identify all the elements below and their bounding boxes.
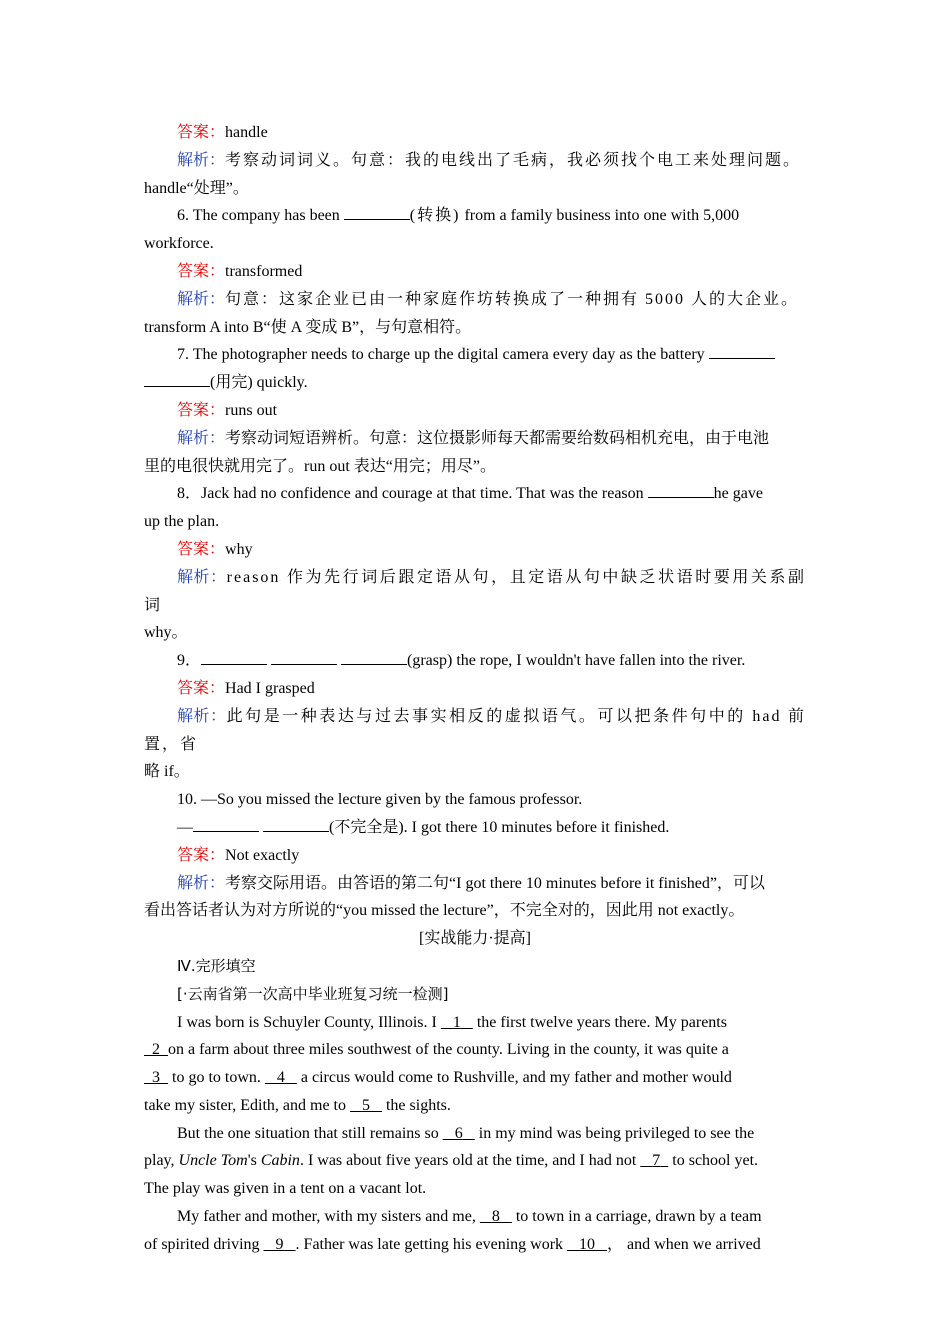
analysis-label: 解析： [177,290,226,308]
q6-text: 6. The company has been [177,207,344,225]
q5-analysis: 考察动词词义。句意：我的电线出了毛病，我必须找个电工来处理问题。 [225,151,802,169]
cloze-text: of spirited driving [144,1235,264,1253]
cloze-blank-7 [640,1152,668,1169]
answer-label: 答案： [177,262,226,280]
q8-answer-line [144,536,806,564]
cloze-blank-1 [441,1014,473,1031]
cloze-blank-2 [144,1041,168,1058]
q6-analysis: 句意：这家企业已由一种家庭作坊转换成了一种拥有 5000 人的大企业。 [225,290,800,308]
section-title: [实战能力·提高] [419,930,531,948]
q8-text-end: he gave [713,485,763,503]
analysis-label: 解析： [177,707,227,725]
q10-dash: — [177,818,193,836]
q6-blank [344,219,410,220]
q9-question [144,647,806,675]
q10-question: 10. —So you missed the lecture given by the famous professor. [177,791,583,809]
cloze-text: on a farm about three miles southwest of the county. Living in the county, it was quite a [168,1041,729,1059]
q10-analysis-line [144,870,806,898]
q10-answer: Not exactly [225,846,300,864]
cloze-text: I was born is Schuyler County, Illinois. I [177,1013,441,1031]
cloze-text: the first twelve years there. My parents [472,1013,727,1031]
q7-analysis-line2: 里的电很快就用完了。run out 表达“用完；用尽”。 [144,457,496,475]
blank-number: 3 [152,1069,160,1087]
q6-question [144,202,806,230]
play-title: Uncle Tom [178,1152,248,1170]
answer-label: 答案： [177,846,226,864]
q9-text: 9． [177,652,202,670]
q7-text-end: (用完) quickly. [210,374,308,392]
q8-blank [648,497,714,498]
q10-analysis: 考察交际用语。由答语的第二句“I got there 10 minutes before it finished”，可以 [225,874,765,892]
cloze-text: to school yet. [668,1152,759,1170]
analysis-label: 解析： [177,151,226,169]
blank-number: 10 [579,1235,596,1253]
cloze-line-3 [144,1064,806,1092]
q6-answer: transformed [225,262,303,280]
cloze-text: to go to town. [168,1069,265,1087]
cloze-text: My father and mother, with my sisters and me, [177,1208,480,1226]
blank-number: 4 [276,1069,285,1087]
cloze-text: take my sister, Edith, and me to [144,1096,350,1114]
cloze-text: a circus would come to Rushville, and my father and mother would [296,1069,732,1087]
q10-answer-line [144,842,806,870]
q7-answer-line [144,397,806,425]
answer-label: 答案： [177,124,226,141]
q6-text-end: from a family business into one with 5,000 [460,207,740,225]
q5-answer-line [144,119,806,147]
q9-analysis: 此句是一种表达与过去事实相反的虚拟语气。可以把条件句中的 had 前置，省 [144,707,806,753]
q8-text: 8．Jack had no confidence and courage at that time. That was the reason [177,485,648,503]
cloze-line-2 [144,1036,806,1064]
q9-analysis-line2: 略 if。 [144,763,190,781]
cloze-line-4 [144,1092,806,1120]
q9-blank-2 [271,664,337,665]
q7-analysis: 考察动词短语辨析。句意：这位摄影师每天都需要给数码相机充电，由于电池 [225,429,770,447]
cloze-text: . I was about five years old at the time, and I had not [299,1152,641,1170]
cloze-line-7: The play was given in a tent on a vacant lot. [144,1180,427,1198]
cloze-blank-3 [144,1069,168,1086]
q10-text-end: (不完全是). I got there 10 minutes before it finished. [329,818,670,836]
q7-question [144,341,806,369]
play-title-end: Cabin [256,1152,300,1170]
q7-text: 7. The photographer needs to charge up the digital camera every day as the battery [177,346,709,364]
q7-question-line2 [144,369,806,397]
play-title-possessive: 's [247,1152,257,1170]
q6-analysis-line [144,286,806,314]
q6-question-line2: workforce. [144,235,214,253]
cloze-blank-5 [350,1097,382,1114]
q7-blank-1 [709,358,775,359]
cloze-text: But the one situation that still remains so [177,1124,443,1142]
analysis-label: 解析： [177,568,227,586]
q9-text-end: (grasp) the rope, I wouldn't have fallen into the river. [407,652,746,670]
q5-analysis-line [144,147,806,175]
cloze-text: ， and when we arrived [607,1235,761,1253]
answer-label: 答案： [177,679,226,697]
blank-number: 8 [491,1208,500,1226]
q10-blank-1 [193,831,259,832]
cloze-text: . Father was late getting his evening work [295,1235,568,1253]
cloze-blank-9 [264,1236,296,1253]
q5-answer: handle [225,124,268,141]
blank-number: 6 [454,1124,463,1142]
cloze-text: to town in a carriage, drawn by a team [511,1208,762,1226]
part-title: Ⅳ.完形填空 [177,956,256,975]
blank-number: 7 [652,1152,661,1170]
q7-analysis-line [144,425,806,453]
cloze-line-9 [144,1231,806,1259]
q9-blank-1 [201,664,267,665]
q8-question [144,480,806,508]
analysis-label: 解析： [177,874,226,892]
analysis-label: 解析： [177,429,226,447]
blank-number: 5 [361,1096,370,1114]
source-line: [·云南省第一次高中毕业班复习统一检测] [177,984,449,1003]
q7-blank-2 [144,386,210,387]
q8-analysis: reason 作为先行词后跟定语从句，且定语从句中缺乏状语时要用关系副词 [144,568,806,614]
answer-label: 答案： [177,540,226,558]
cloze-line-1 [144,1009,806,1037]
blank-number: 1 [452,1013,461,1031]
q10-analysis-line2: 看出答话者认为对方所说的“you missed the lecture”，不完全对的，因此用 not exactly。 [144,902,745,920]
q8-analysis-line [144,564,806,620]
q5-analysis-line2: handle“处理”。 [144,179,249,197]
q9-analysis-line [144,703,806,759]
cloze-line-5 [144,1120,806,1148]
q6-hint: (转换) [409,207,461,225]
q8-analysis-line2: why。 [144,624,188,642]
cloze-blank-4 [265,1069,297,1086]
answer-label: 答案： [177,401,226,419]
q10-question-line2 [144,814,806,842]
cloze-blank-6 [443,1125,475,1142]
cloze-line-6 [144,1147,806,1175]
cloze-text: play, [144,1152,179,1170]
cloze-blank-10 [567,1236,607,1253]
q9-blank-3 [341,664,407,665]
q10-blank-2 [263,831,329,832]
q6-analysis-line2: transform A into B“使 A 变成 B”，与句意相符。 [144,318,472,336]
q8-answer: why [225,540,253,558]
q6-answer-line [144,258,806,286]
blank-number: 2 [152,1041,160,1059]
q7-answer: runs out [225,401,278,419]
blank-number: 9 [275,1235,284,1253]
cloze-text: in my mind was being privileged to see the [474,1124,755,1142]
q9-answer: Had I grasped [225,679,315,697]
cloze-line-8 [144,1203,806,1231]
cloze-text: the sights. [381,1096,451,1114]
document-page [144,119,806,1259]
q8-question-line2: up the plan. [144,513,220,531]
q9-answer-line [144,675,806,703]
cloze-blank-8 [480,1208,512,1225]
